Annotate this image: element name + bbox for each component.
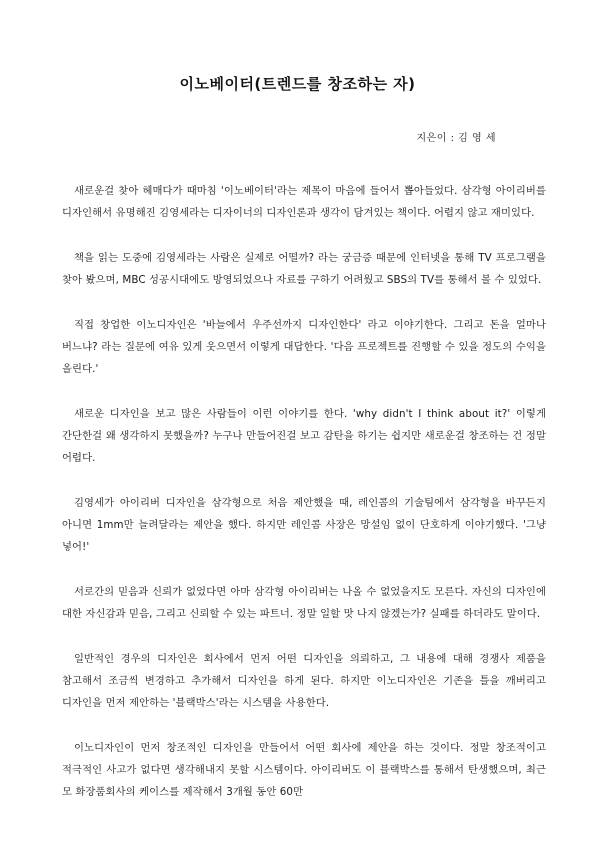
author-line: 지은이 : 김 영 세 xyxy=(416,133,496,144)
paragraph: 김영세가 아이리버 디자인을 삼각형으로 처음 제안했을 때, 레인콤의 기술팀에서 삼각형을 바꾸든지 아니면 1mm만 늘려달라는 제안을 했다. 하지만 레인콤 사장은 망설임 없이 단호하게 이야기했다. '그냥 넣어!' xyxy=(62,497,546,553)
paragraph: 새로운 디자인을 보고 많은 사람들이 이런 이야기를 한다. 'why didn't I think about it?' 이렇게 간단한걸 왜 생각하지 못했을까? 누구나 만들어진걸 보고 감탄을 하기는 쉽지만 새로운걸 창조하는 건 정말 어렵다. xyxy=(62,408,546,464)
paragraph: 직접 창업한 이노디자인은 '바늘에서 우주선까지 디자인한다' 라고 이야기한다. 그리고 돈을 얼마나 버느냐? 라는 질문에 여유 있게 웃으면서 이렇게 대답한다. '다음 프로젝트를 진행할 수 있을 정도의 수익을 올린다.' xyxy=(62,319,546,375)
paragraph: 일반적인 경우의 디자인은 회사에서 먼저 어떤 디자인을 의뢰하고, 그 내용에 대해 경쟁사 제품을 참고해서 조금씩 변경하고 추가해서 디자인을 하게 된다. 하지만 이노디자인은 기존을 틀을 깨버리고 디자인을 먼저 제안하는 '블랙박스'라는 시스템을 사용한다. xyxy=(62,653,546,709)
paragraph: 책을 읽는 도중에 김영세라는 사람은 실제로 어떨까? 라는 궁금증 때문에 인터넷을 통해 TV 프로그램을 찾아 봤으며, MBC 성공시대에도 방영되었으나 자료를 구하기 어려웠고 SBS의 TV를 통해서 볼 수 있었다. xyxy=(62,252,546,286)
document-body xyxy=(62,180,546,826)
paragraph: 이노디자인이 먼저 창조적인 디자인을 만들어서 어떤 회사에 제안을 하는 것이다. 정말 창조적이고 적극적인 사고가 없다면 생각해내지 못할 시스템이다. 아이리버도 이 블랙박스를 통해서 탄생했으며, 최근 모 화장품회사의 케이스를 제작해서 3개월 동안 60만 xyxy=(62,742,546,798)
document-title: 이노베이터(트렌드를 창조하는 자) xyxy=(179,75,416,93)
paragraph: 서로간의 믿음과 신뢰가 없었다면 아마 삼각형 아이리버는 나올 수 없었을지도 모른다. 자신의 디자인에 대한 자신감과 믿음, 그리고 신뢰할 수 있는 파트너. 정말 일할 맛 나지 않겠는가? 실패를 하더라도 말이다. xyxy=(62,586,546,620)
paragraph: 새로운걸 찾아 헤매다가 때마침 '이노베이터'라는 제목이 마음에 들어서 뽑아들었다. 삼각형 아이리버를 디자인해서 유명해진 김영세라는 디자이너의 디자인론과 생각이 담겨있는 책이다. 어렵지 않고 재미있다. xyxy=(62,185,546,219)
